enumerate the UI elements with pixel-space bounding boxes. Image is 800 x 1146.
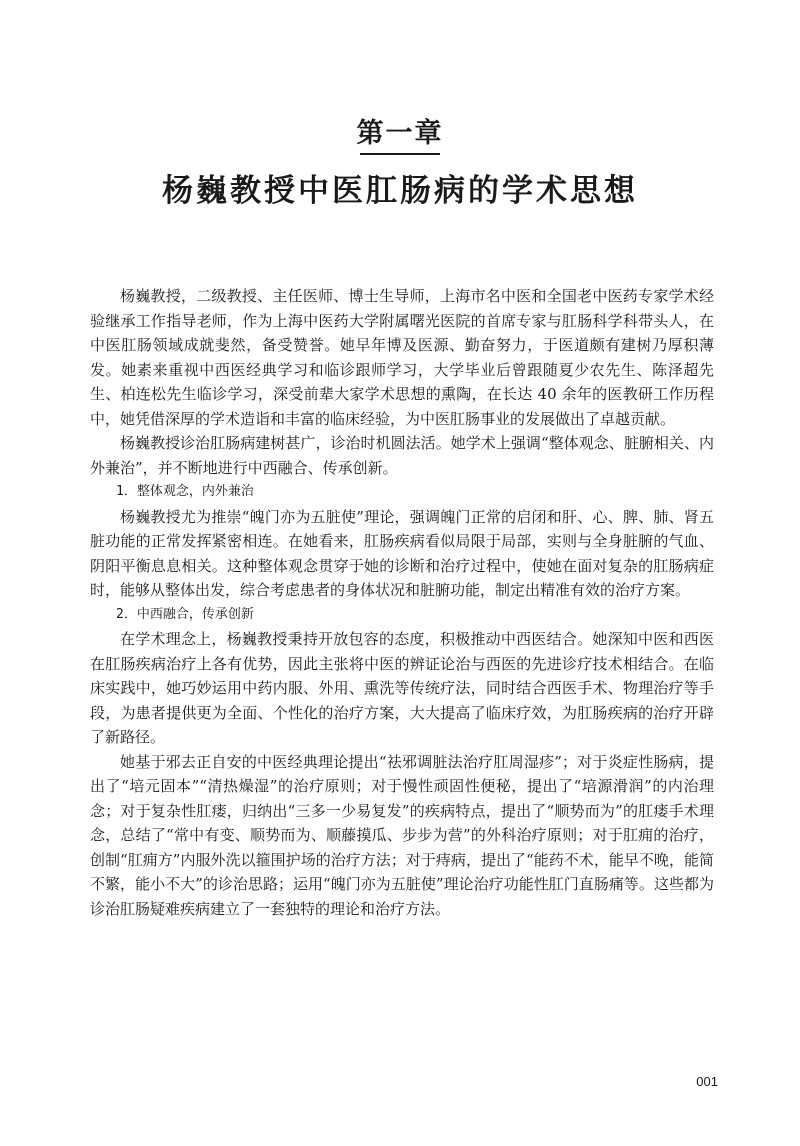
paragraph-intro: 杨巍教授，二级教授、主任医师、博士生导师，上海市名中医和全国老中医药专家学术经验继承工作指导老师，作为上海中医药大学附属曙光医院的首席专家与肛肠科学科带头人，在中医肛肠领域成就斐然，备受赞誉。她早年博及医源、勤奋努力，于医道颇有建树乃厚积薄发。她素来重视中西医经典学习和临诊跟师学习，大学毕业后曾跟随夏少农先生、陈泽超先生、柏连松先生临诊学习，深受前辈大家学术思想的熏陶，在长达 40 余年的医教研工作历程中，她凭借深厚的学术造诣和丰富的临床经验，为中医肛肠事业的发展做出了卓越贡献。 (90, 287, 714, 428)
paragraph-theories: 她基于邪去正自安的中医经典理论提出“祛邪调脏法治疗肛周湿疹”；对于炎症性肠病，提出了“培元固本”“清热燥湿”的治疗原则；对于慢性顽固性便秘，提出了“培源滑润”的内治理念；对于复杂性肛瘘，归纳出“三多一少易复发”的疾病特点，提出了“顺势而为”的肛瘘手术理念，总结了“常中有变、顺势而为、顺藤摸瓜、步步为营”的外科治疗原则；对于肛痈的治疗，创制“肛痈方”内服外洗以箍围护场的治疗方法；对于痔病，提出了“能药不术，能早不晚，能简不繁，能小不大”的诊治思路；运用“魄门亦为五脏使”理论治疗功能性肛门直肠痛等。这些都为诊治肛肠疑难疾病建立了一套独特的理论和治疗方法。 (90, 752, 714, 918)
paragraph-overview: 杨巍教授诊治肛肠病建树甚广，诊治时机圆法活。她学术上强调“整体观念、脏腑相关、内外兼治”，并不断地进行中西融合、传承创新。 (90, 434, 714, 477)
page-number: 001 (696, 1074, 718, 1089)
paragraph-holistic: 杨巍教授尤为推崇“魄门亦为五脏使”理论，强调魄门正常的启闭和肝、心、脾、肺、肾五脏功能的正常发挥紧密相连。在她看来，肛肠疾病看似局限于局部，实则与全身脏腑的气血、阴阳平衡息息相关。这种整体观念贯穿于她的诊断和治疗过程中，使她在面对复杂的肛肠病症时，能够从整体出发，综合考虑患者的身体状况和脏腑功能，制定出精准有效的治疗方案。 (90, 507, 714, 599)
subheading-holistic: 1．整体观念，内外兼治 (116, 484, 254, 499)
chapter-underline (360, 153, 440, 155)
subheading-integration: 2．中西融合，传承创新 (116, 606, 254, 622)
chapter-label: 第一章 (356, 118, 444, 149)
paragraph-integration: 在学术理念上，杨巍教授秉持开放包容的态度，积极推动中西医结合。她深知中医和西医在肛肠疾病治疗上各有优势，因此主张将中医的辨证论治与西医的先进诊疗技术相结合。在临床实践中，她巧妙运用中药内服、外用、熏洗等传统疗法，同时结合西医手术、物理治疗等手段，为患者提供更为全面、个性化的治疗方案，大大提高了临床疗效，为肛肠疾病的治疗开辟了新路径。 (90, 630, 714, 746)
chapter-title: 杨巍教授中医肛肠病的学术思想 (162, 173, 638, 209)
body-text (90, 284, 714, 921)
